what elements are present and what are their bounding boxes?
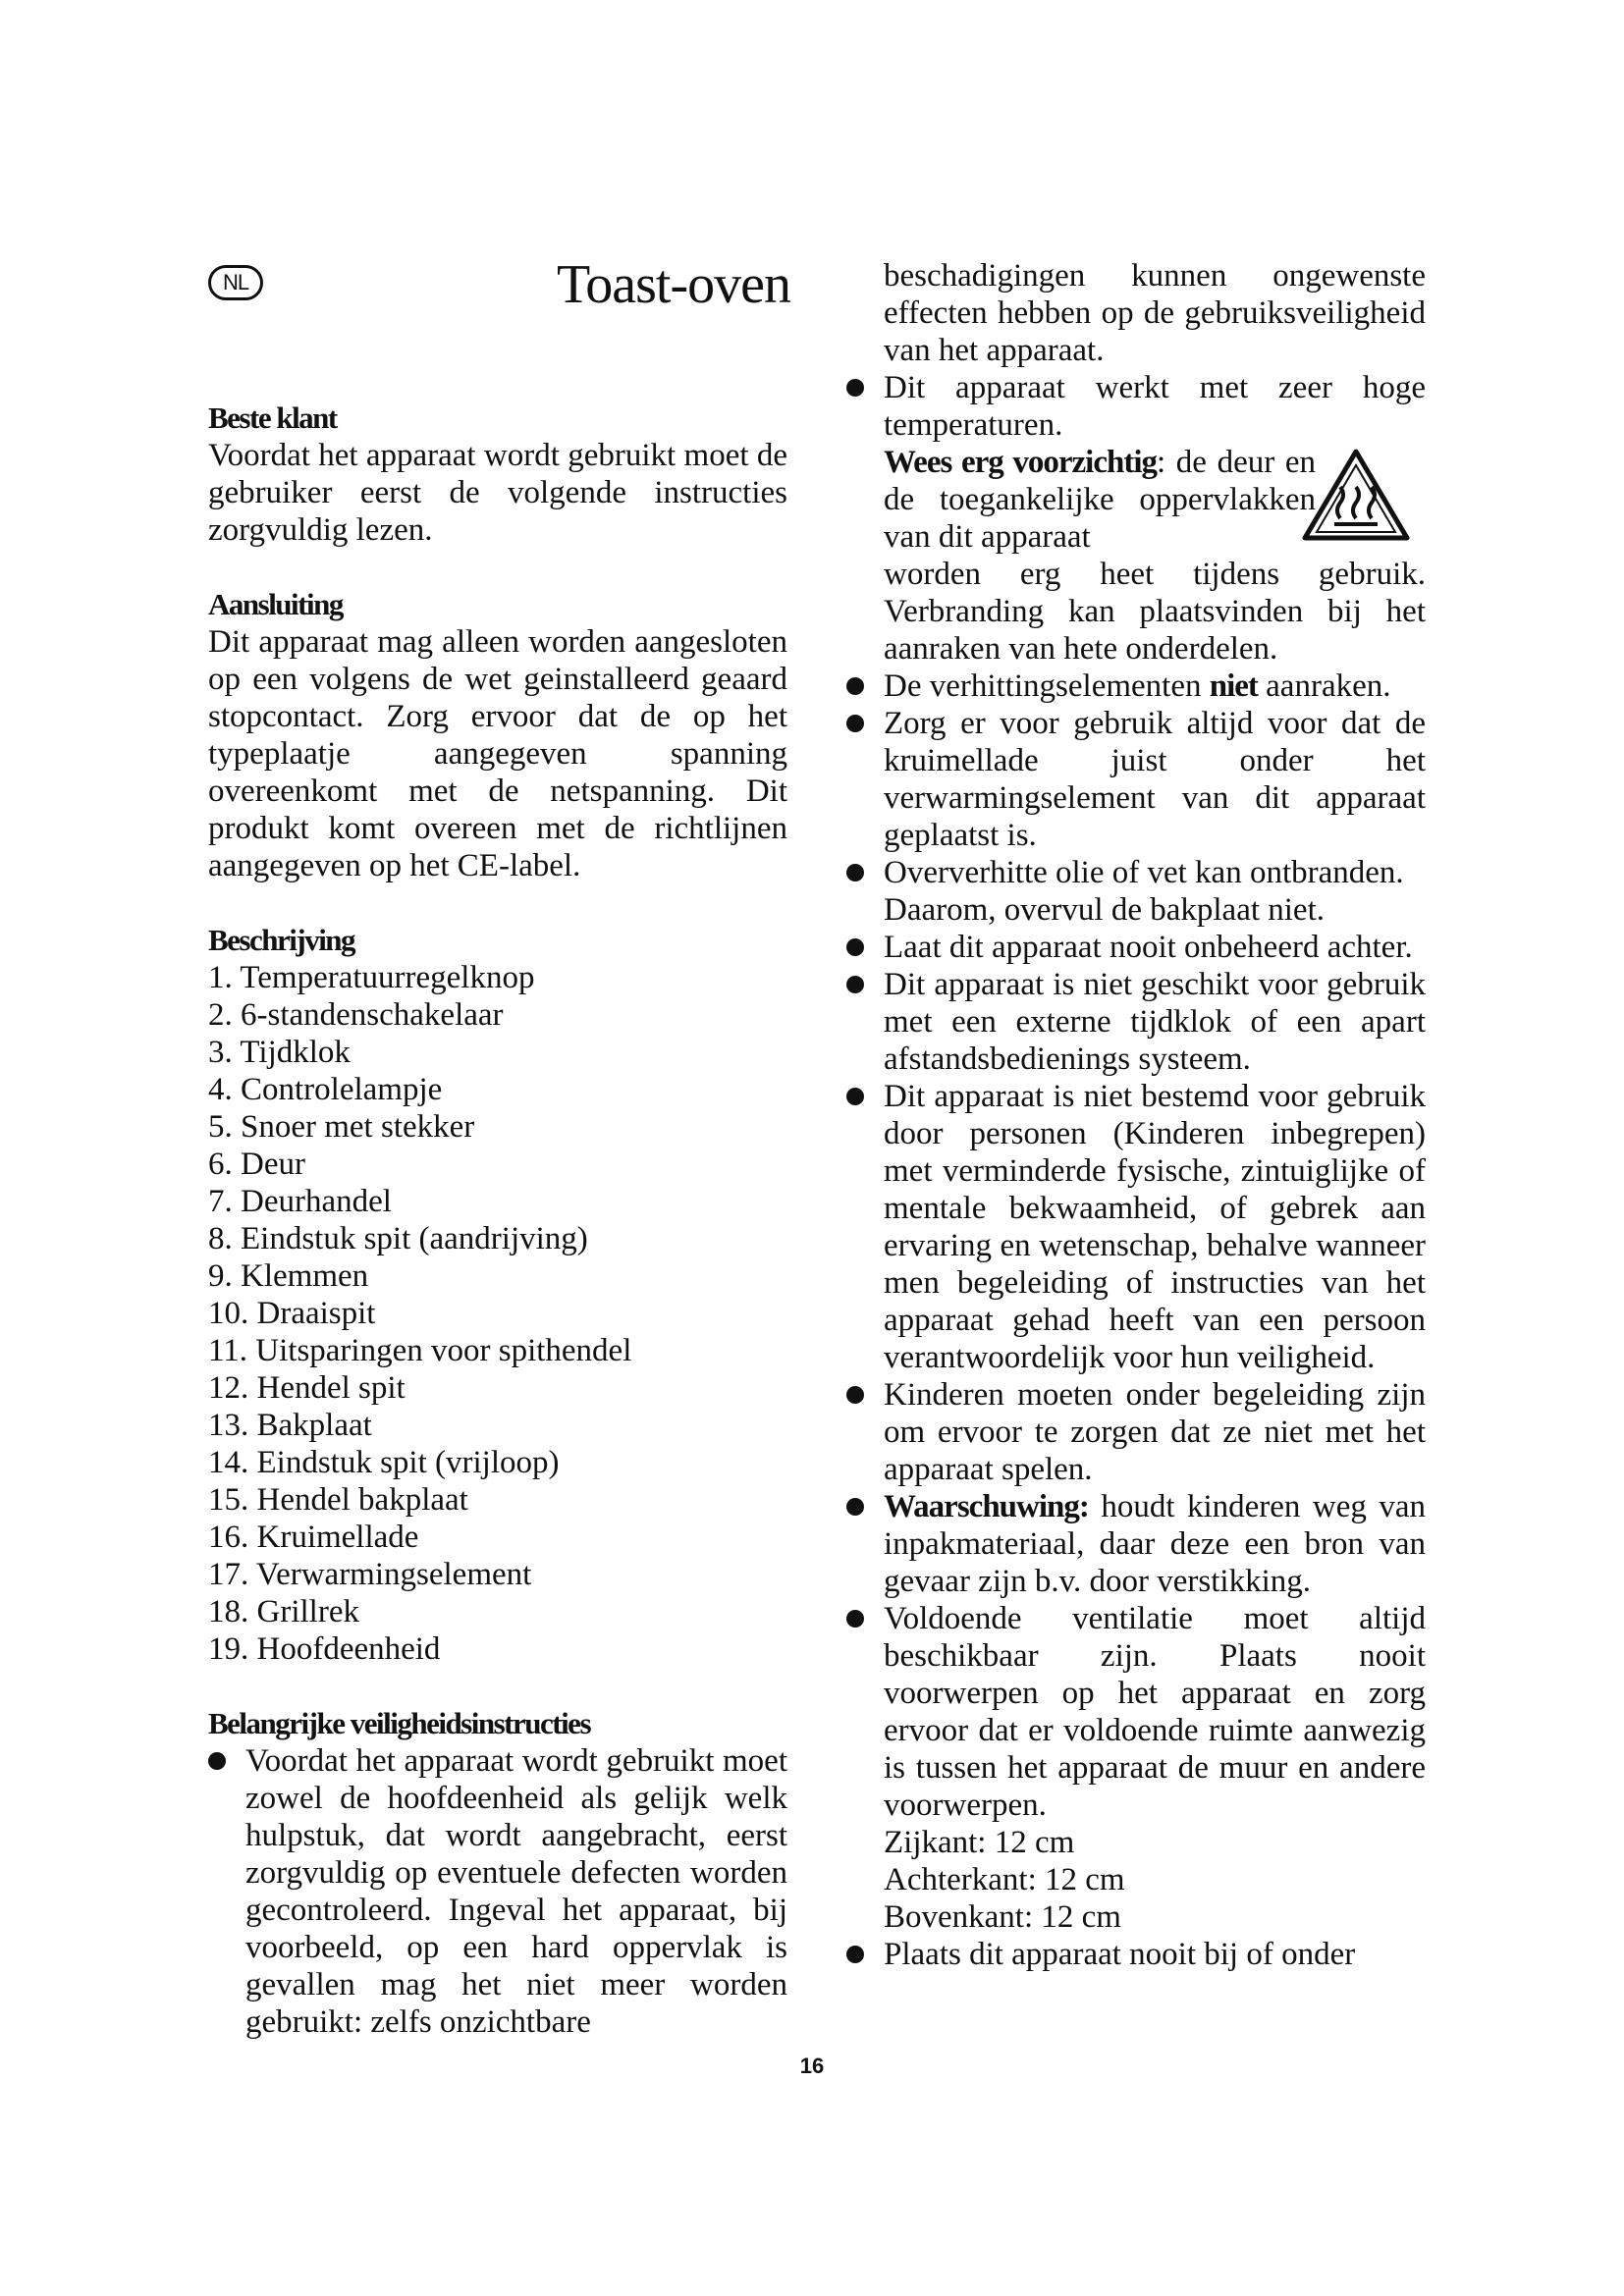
- list-item: 15. Hendel bakplaat: [208, 1482, 468, 1518]
- bullet-inspection: [208, 1742, 787, 2041]
- bullet-text: Kinderen moeten onder begeleiding zijn om ervoor te zorgen dat ze niet met het apparaat spelen.: [884, 1377, 1426, 1487]
- bullet-text-bold: niet: [1209, 668, 1258, 704]
- bullet-persons: [846, 1078, 1426, 1376]
- clearance-back: Achterkant: 12 cm: [884, 1862, 1125, 1897]
- list-item: 8. Eindstuk spit (aandrijving): [208, 1221, 588, 1256]
- list-item: 14. Eindstuk spit (vrijloop): [208, 1445, 560, 1480]
- warning-text-continued: worden erg heet tijdens gebruik. Verbranding kan plaatsvinden bij het aanraken van hete onderdelen.: [884, 557, 1426, 667]
- bullet-text: houdt kinderen weg van inpakmateriaal, daar deze een bron van gevaar zijn b.v. door verstikking.: [884, 1489, 1426, 1599]
- bullet-dot: [846, 938, 864, 956]
- bullet-inspection-continued: beschadigingen kunnen ongewenste effecten hebben op de gebruiksveiligheid van het apparaat.: [884, 258, 1426, 368]
- hot-surface-warning-icon: [1301, 446, 1411, 544]
- list-item: 19. Hoofdeenheid: [208, 1631, 441, 1667]
- bullet-dot: [846, 976, 864, 993]
- list-item: 3. Tijdklok: [208, 1035, 351, 1070]
- bullet-dot: [846, 1498, 864, 1516]
- list-item: 12. Hendel spit: [208, 1370, 406, 1406]
- bullet-high-temperature: [846, 369, 1426, 444]
- safety-heading: Belangrijke veiligheidsinstructies: [208, 1706, 591, 1740]
- list-item: 10. Draaispit: [208, 1296, 376, 1331]
- bullet-text: Dit apparaat is niet bestemd voor gebruik door personen (Kinderen inbegrepen) met verminderde fysische, zintuiglijke of mentale bekwaamheid, of gebrek aan ervaring en wetenschap, behalve wanneer men begeleiding of instructies van het apparaat gehad heeft van een persoon verantwoordelijk voor hun veiligheid.: [884, 1079, 1426, 1375]
- bullet-dot: [846, 1088, 864, 1105]
- bullet-text: Zorg er voor gebruik altijd voor dat de kruimellade juist onder het verwarmingselement van dit apparaat geplaatst is.: [884, 706, 1426, 853]
- bullet-text: Laat dit apparaat nooit onbeheerd achter.: [884, 930, 1413, 965]
- clearance-top: Bovenkant: 12 cm: [884, 1899, 1121, 1935]
- page-title: Toast-oven: [556, 254, 790, 315]
- page-number: 16: [799, 2054, 825, 2078]
- bullet-oil: [846, 854, 1426, 929]
- connection-heading: Aansluiting: [208, 587, 343, 621]
- list-item: 11. Uitsparingen voor spithendel: [208, 1333, 632, 1368]
- bullet-timer: [846, 966, 1426, 1078]
- list-item: 4. Controlelampje: [208, 1072, 443, 1107]
- list-item: 2. 6-standenschakelaar: [208, 997, 504, 1033]
- list-item: 5. Snoer met stekker: [208, 1109, 475, 1145]
- list-item: 7. Deurhandel: [208, 1184, 392, 1219]
- intro-heading: Beste klant: [208, 400, 337, 435]
- clearance-side: Zijkant: 12 cm: [884, 1825, 1075, 1860]
- bullet-dot: [208, 1752, 226, 1770]
- connection-section: [208, 586, 787, 884]
- bullet-heating-elements: [846, 667, 1426, 705]
- bullet-text-line2: Daarom, overvul de bakplaat niet.: [884, 892, 1325, 928]
- bullet-text-post: aanraken.: [1257, 668, 1391, 704]
- bullet-dot: [846, 1610, 864, 1628]
- left-column: [208, 240, 787, 2041]
- connection-text: Dit apparaat mag alleen worden aangesloten op een volgens de wet geinstalleerd geaard stopcontact. Zorg ervoor dat de op het typeplaatje aangegeven spanning overeenkomt met de netspanning. Dit produkt komt overeen met de richtlijnen aangegeven op het CE-label.: [208, 624, 787, 883]
- list-item: 1. Temperatuurregelknop: [208, 960, 535, 995]
- bullet-text: Voordat het apparaat wordt gebruikt moet zowel de hoofdeenheid als gelijk welk hulpstuk, dat wordt aangebracht, eerst zorgvuldig op eventuele defecten worden gecontroleerd. Ingeval het apparaat, bij voorbeeld, op een hard oppervlak is gevallen mag het niet meer worden gebruikt: zelfs onzichtbare: [245, 1743, 787, 2040]
- intro-text: Voordat het apparaat wordt gebruikt moet de gebruiker eerst de volgende instructies zorgvuldig lezen.: [208, 438, 787, 548]
- list-item: 18. Grillrek: [208, 1594, 359, 1629]
- safety-section: [208, 1705, 787, 2041]
- intro-section: [208, 400, 787, 549]
- list-item: 6. Deur: [208, 1147, 305, 1182]
- bullet-dot: [846, 715, 864, 732]
- bullet-children: [846, 1376, 1426, 1488]
- bullet-dot: [846, 1946, 864, 1963]
- warning-text: : de deur en de toegankelijke oppervlakken van dit apparaat: [884, 445, 1316, 555]
- bullet-text: Dit apparaat werkt met zeer hoge temperaturen.: [884, 370, 1426, 443]
- warning-text-block: [884, 444, 1316, 556]
- list-item: 16. Kruimellade: [208, 1520, 419, 1555]
- bullet-dot: [846, 677, 864, 695]
- bullet-unattended: [846, 929, 1426, 966]
- bullet-ventilation: [846, 1600, 1426, 1936]
- bullet-crumb-tray: [846, 705, 1426, 854]
- bullet-dot: [846, 379, 864, 397]
- bullet-text-pre: De verhittingselementen: [884, 668, 1210, 704]
- bullet-text-bold: Waarschuwing:: [884, 1489, 1089, 1524]
- bullet-text: Voldoende ventilatie moet altijd beschikbaar zijn. Plaats nooit voorwerpen op het apparaat en zorg ervoor dat er voldoende ruimte aanwezig is tussen het apparaat de muur en andere voorwerpen.: [884, 1601, 1426, 1823]
- bullet-dot: [846, 864, 864, 881]
- warning-bold: Wees erg voorzichtig: [884, 445, 1157, 480]
- list-item: 17. Verwarmingselement: [208, 1557, 532, 1592]
- bullet-dot: [846, 1386, 864, 1404]
- right-column: [846, 257, 1426, 1973]
- bullet-text: Plaats dit apparaat nooit bij of onder: [884, 1937, 1356, 1972]
- hot-surface-warning: [846, 444, 1426, 667]
- bullet-text: Oververhitte olie of vet kan ontbranden.: [884, 855, 1404, 890]
- bullet-placement: [846, 1936, 1426, 1973]
- parts-list: [208, 959, 787, 1668]
- list-item: 13. Bakplaat: [208, 1408, 372, 1443]
- bullet-text: Dit apparaat is niet geschikt voor gebruik met een externe tijdklok of een apart afstandsbedienings systeem.: [884, 967, 1426, 1077]
- language-badge: NL: [208, 265, 263, 300]
- description-section: [208, 922, 787, 1668]
- bullet-packaging: [846, 1488, 1426, 1600]
- list-item: 9. Klemmen: [208, 1258, 369, 1294]
- description-heading: Beschrijving: [208, 923, 355, 957]
